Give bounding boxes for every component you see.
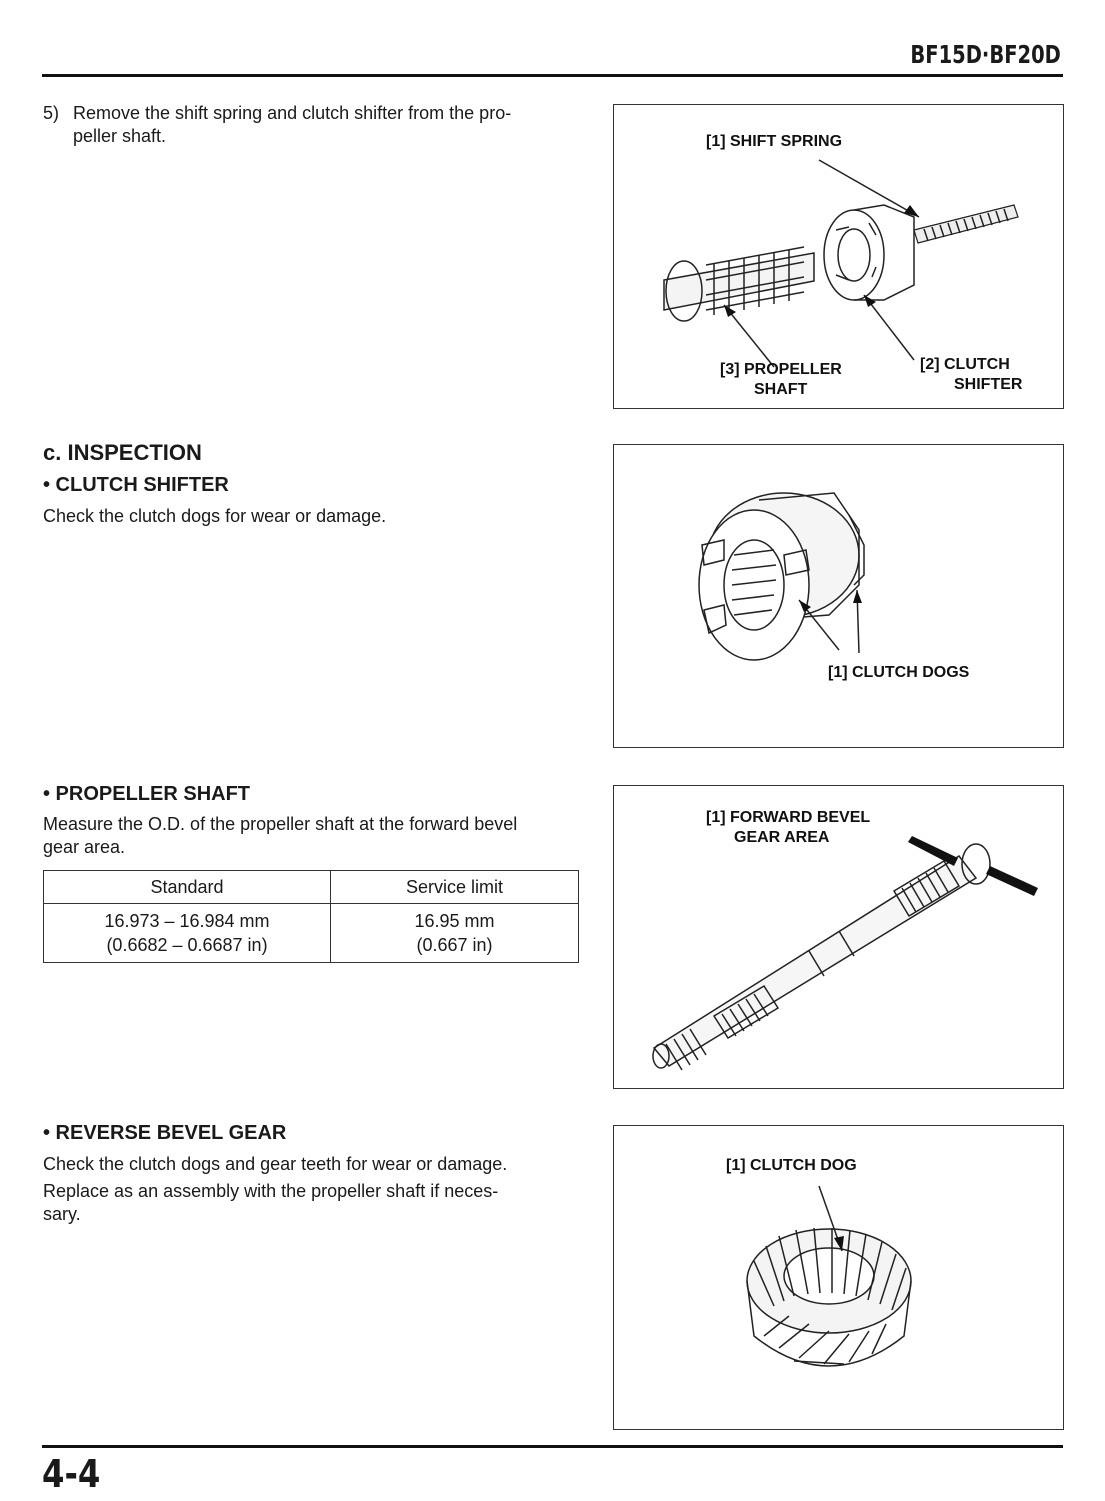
step-text-line1: Remove the shift spring and clutch shifter from the pro- [73, 103, 512, 123]
step-text-line2: peller shaft. [73, 126, 167, 146]
label-clutch-shifter-line2: SHIFTER [954, 376, 1023, 393]
subheading-clutch-shifter: • CLUTCH SHIFTER [43, 474, 229, 496]
figure-forward-bevel-gear-area [613, 785, 1064, 1089]
propeller-shaft-text-line1: Measure the O.D. of the propeller shaft at the forward bevel [43, 814, 518, 834]
step-number: 5) [43, 103, 60, 123]
limit-cell [331, 904, 579, 963]
subheading-propeller-shaft: • PROPELLER SHAFT [43, 783, 251, 805]
label-clutch-shifter-line1: [2] CLUTCH [920, 356, 1010, 373]
propeller-shaft-text-line2: gear area. [43, 837, 126, 857]
subheading-reverse-bevel-gear: • REVERSE BEVEL GEAR [43, 1122, 287, 1144]
label-propeller-shaft-line1: [3] PROPELLER [720, 361, 842, 378]
label-shift-spring: [1] SHIFT SPRING [706, 133, 843, 150]
label-clutch-dogs: [1] CLUTCH DOGS [828, 664, 970, 681]
standard-value-mm: 16.973 – 16.984 mm [104, 911, 270, 931]
label-forward-bevel-line1: [1] FORWARD BEVEL [706, 809, 871, 826]
table-header-row [44, 871, 579, 904]
header-rule [42, 74, 1063, 77]
limit-value-in: (0.667 in) [416, 935, 493, 955]
propeller-shaft-spec-table [43, 870, 579, 963]
reverse-bevel-text2-line2: sary. [43, 1204, 81, 1224]
reverse-bevel-text1: Check the clutch dogs and gear teeth for wear or damage. [43, 1154, 508, 1174]
figure-reverse-bevel-gear [613, 1125, 1064, 1430]
clutch-shifter-text: Check the clutch dogs for wear or damage. [43, 506, 387, 526]
table-header-service-limit: Service limit [331, 871, 579, 904]
clutch-shifter-illustration [614, 445, 1063, 747]
standard-value-in: (0.6682 – 0.6687 in) [106, 935, 268, 955]
reverse-bevel-text2-line1: Replace as an assembly with the propeller shaft if neces- [43, 1181, 499, 1201]
label-forward-bevel-line2: GEAR AREA [734, 829, 830, 846]
standard-cell [44, 904, 331, 963]
label-clutch-dog: [1] CLUTCH DOG [726, 1157, 857, 1174]
label-propeller-shaft-line2: SHAFT [754, 381, 808, 398]
limit-value-mm: 16.95 mm [414, 911, 495, 931]
table-row [44, 904, 579, 963]
section-heading-inspection: c. INSPECTION [43, 440, 202, 465]
figure-clutch-dogs [613, 444, 1064, 748]
footer-rule [42, 1445, 1063, 1448]
figure-shift-spring-removal [613, 104, 1064, 409]
table-header-standard: Standard [44, 871, 331, 904]
propeller-shaft-illustration [614, 786, 1063, 1088]
page-number: 4-4 [42, 1452, 101, 1496]
model-title: BF15D·BF20D [910, 40, 1061, 69]
